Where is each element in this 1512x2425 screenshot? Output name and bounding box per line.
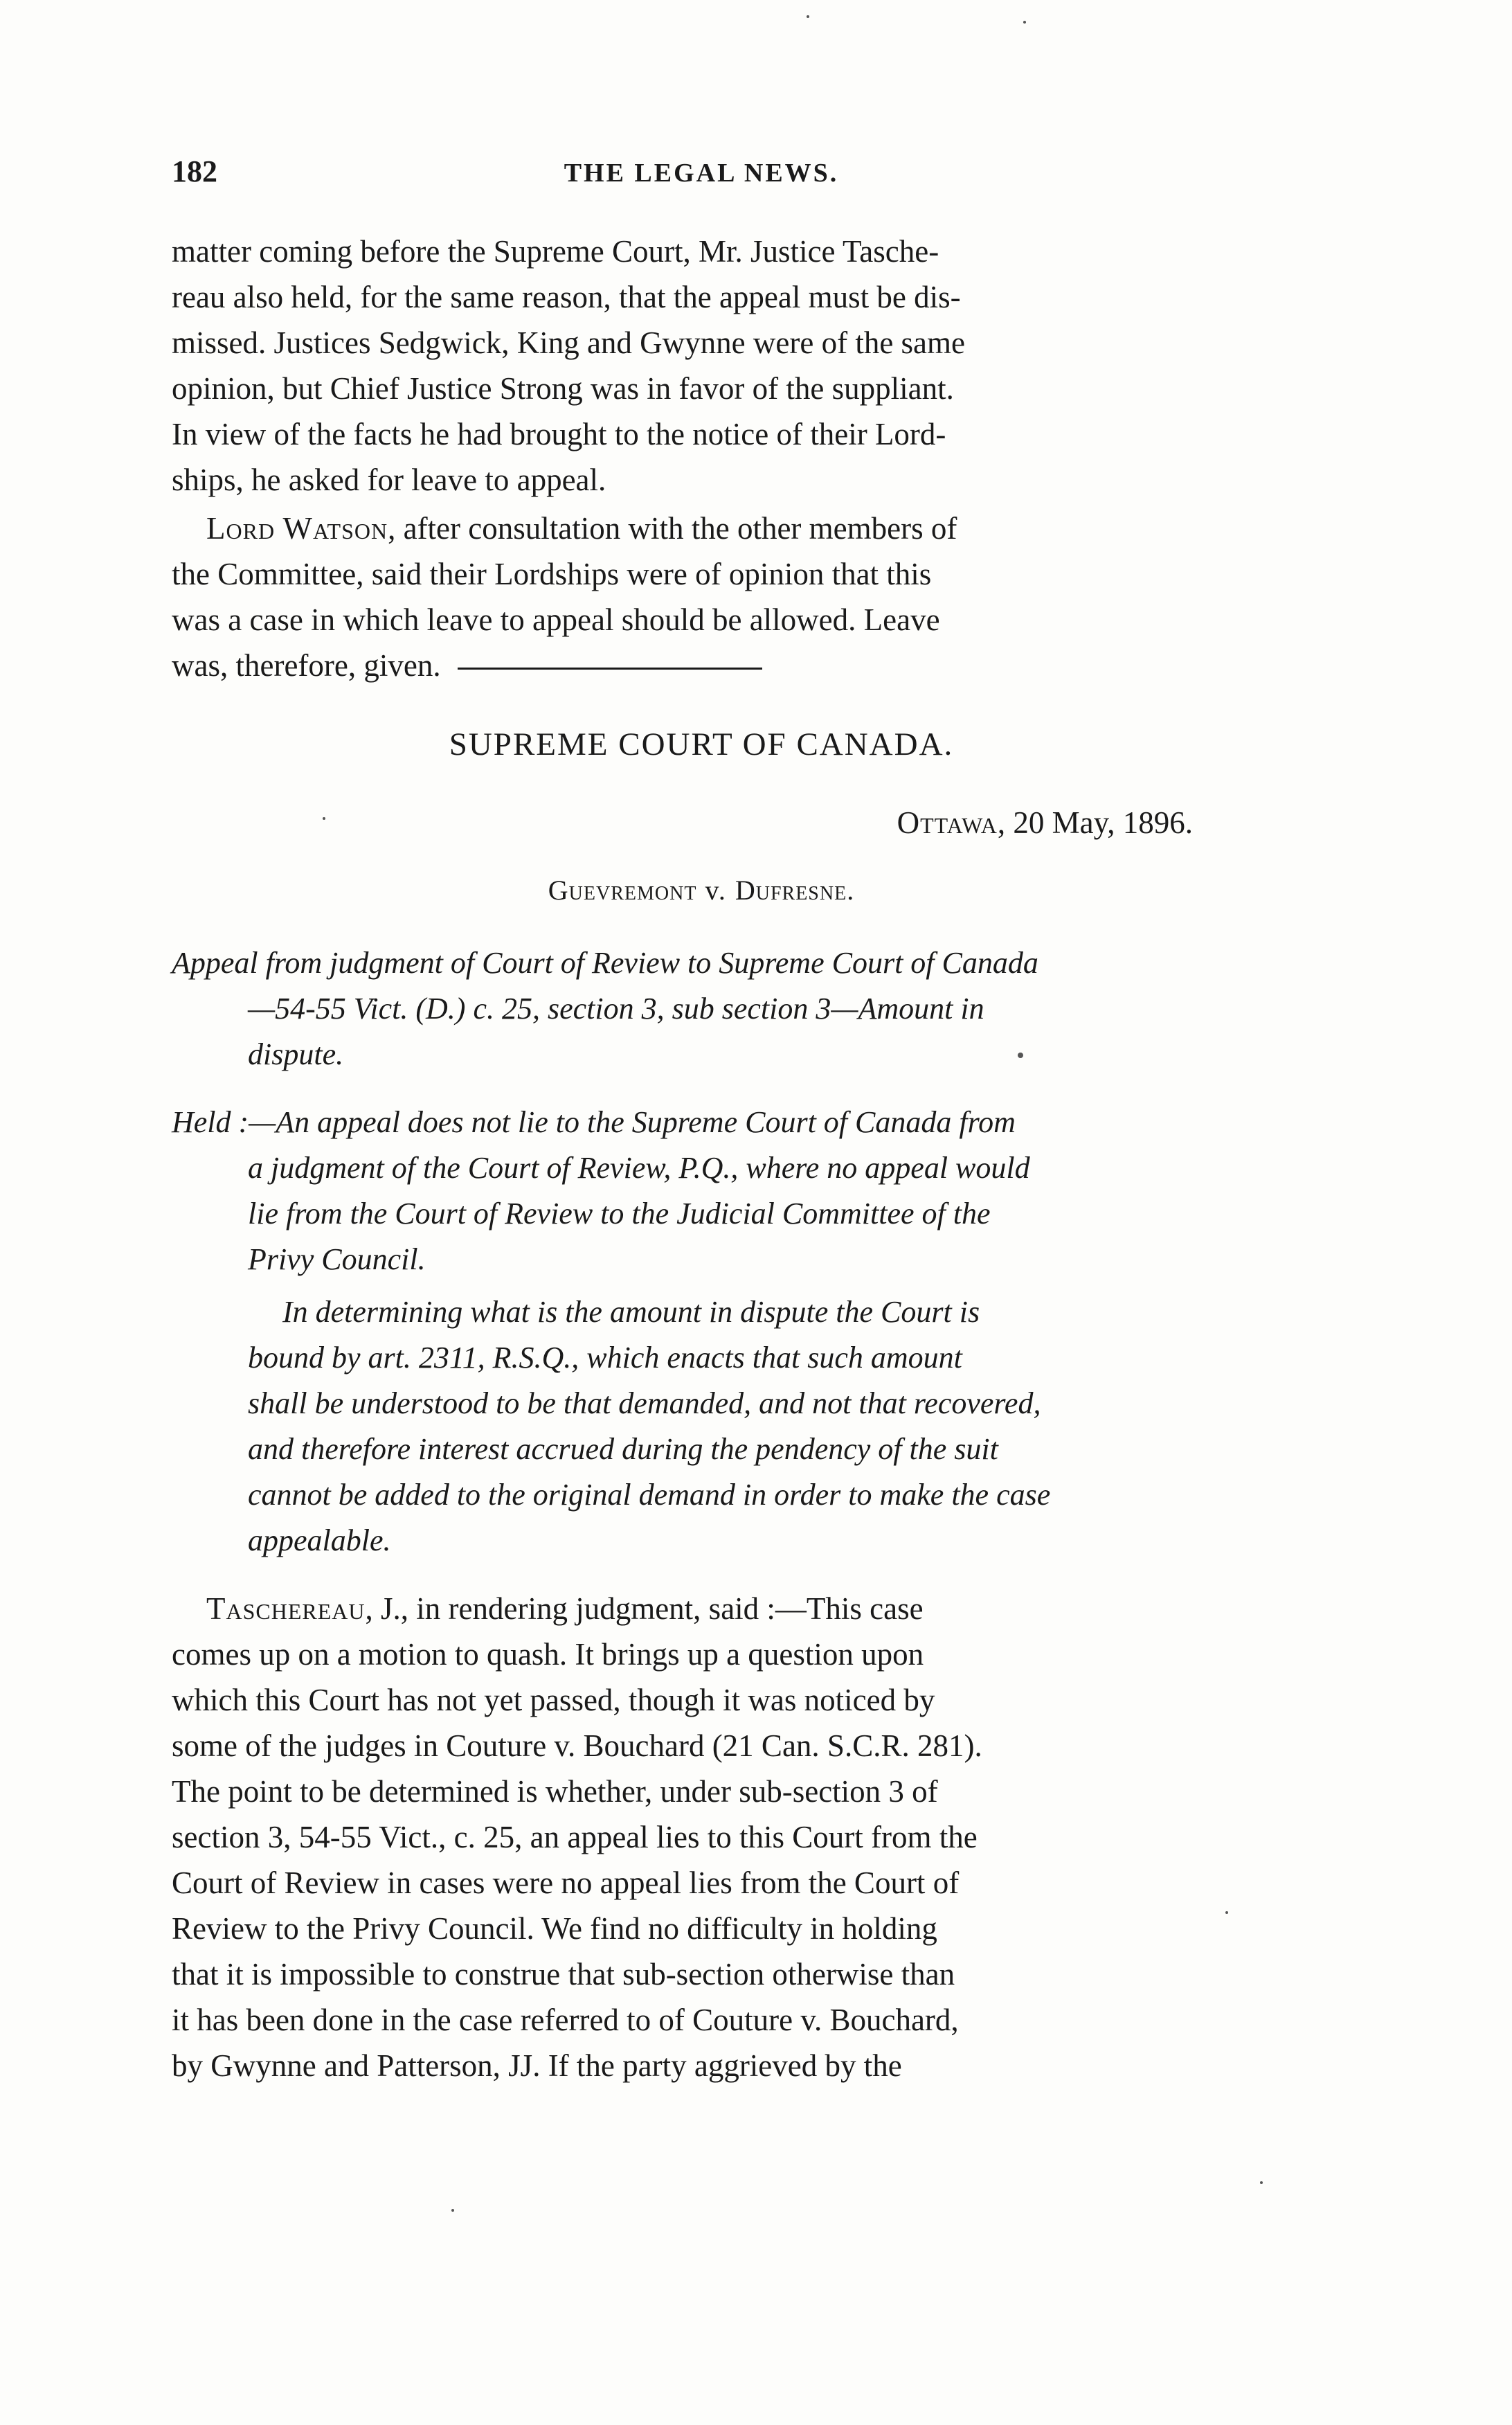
text-line: the Committee, said their Lordships were of opinion that this	[172, 557, 932, 591]
headnote-second	[172, 1289, 1231, 1564]
text-line: Held :—An appeal does not lie to the Supreme Court of Canada from	[172, 1105, 1016, 1139]
carryover-paragraph	[172, 229, 1231, 503]
section-divider	[458, 668, 762, 670]
text-line: matter coming before the Supreme Court, Mr. Justice Tasche-	[172, 234, 939, 269]
page-number: 182	[172, 154, 217, 188]
text-line: opinion, but Chief Justice Strong was in favor of the suppliant.	[172, 371, 954, 406]
text-line: it has been done in the case referred to of Couture v. Bouchard,	[172, 2003, 959, 2037]
text-line: which this Court has not yet passed, though it was noticed by	[172, 1683, 935, 1717]
text-line: Review to the Privy Council. We find no difficulty in holding	[172, 1911, 937, 1946]
page-header	[172, 154, 1231, 195]
text-line: missed. Justices Sedgwick, King and Gwynne were of the same	[172, 325, 966, 360]
text-line: Lord Watson, after consultation with the other members of	[206, 511, 957, 546]
case-name: Guevremont v. Dufresne.	[548, 875, 855, 906]
court-heading: SUPREME COURT OF CANADA.	[449, 726, 954, 762]
text-line: comes up on a motion to quash. It brings up a question upon	[172, 1637, 924, 1672]
text-line: section 3, 54-55 Vict., c. 25, an appeal lies to this Court from the	[172, 1820, 978, 1854]
text-line: Privy Council.	[248, 1242, 426, 1276]
text-line: lie from the Court of Review to the Judicial Committee of the	[248, 1197, 991, 1231]
speaker-name: Taschereau	[206, 1591, 366, 1626]
text-line: In determining what is the amount in dispute the Court is	[282, 1295, 980, 1329]
watson-paragraph	[172, 505, 1231, 688]
text-line: shall be understood to be that demanded, and not that recovered,	[248, 1386, 1041, 1420]
text-line: by Gwynne and Patterson, JJ. If the party aggrieved by the	[172, 2048, 902, 2083]
text-line: dispute.	[248, 1037, 344, 1071]
place: Ottawa	[897, 805, 998, 840]
headnote-subject	[172, 940, 1231, 1077]
scan-speck	[1225, 1911, 1228, 1914]
scan-speck	[323, 817, 325, 820]
text-line: The point to be determined is whether, under sub-section 3 of	[172, 1774, 938, 1809]
text-line: that it is impossible to construe that sub-section otherwise than	[172, 1957, 955, 1992]
text-line: Court of Review in cases were no appeal lies from the Court of	[172, 1865, 960, 1900]
text-line: was, therefore, given.	[172, 643, 1231, 688]
text-line: cannot be added to the original demand in order to make the case	[248, 1478, 1051, 1512]
text-line: In view of the facts he had brought to the notice of their Lord-	[172, 417, 946, 451]
judgment-paragraph	[172, 1586, 1231, 2088]
scan-speck	[1018, 1053, 1023, 1058]
text-line: was a case in which leave to appeal should be allowed. Leave	[172, 602, 940, 637]
text-line: some of the judges in Couture v. Bouchard (21 Can. S.C.R. 281).	[172, 1728, 982, 1763]
scan-speck	[807, 15, 809, 18]
dateline	[172, 805, 1193, 841]
text-line: reau also held, for the same reason, that the appeal must be dis-	[172, 280, 961, 314]
text-line: Taschereau, J., in rendering judgment, said :—This case	[206, 1591, 924, 1626]
text-line: a judgment of the Court of Review, P.Q., where no appeal would	[248, 1151, 1030, 1185]
text-line: appealable.	[248, 1523, 391, 1557]
speaker-name: Lord Watson	[206, 511, 388, 546]
text-line: Appeal from judgment of Court of Review to Supreme Court of Canada	[172, 946, 1038, 980]
date: , 20 May, 1896.	[997, 805, 1193, 840]
text-line: ships, he asked for leave to appeal.	[172, 463, 606, 497]
scan-speck	[1023, 21, 1026, 24]
headnote-held	[172, 1100, 1231, 1282]
scan-speck	[1260, 2181, 1263, 2184]
scan-speck	[451, 2209, 454, 2212]
text-line: bound by art. 2311, R.S.Q., which enacts that such amount	[248, 1341, 962, 1375]
running-head: THE LEGAL NEWS.	[564, 159, 839, 188]
text-line: —54-55 Vict. (D.) c. 25, section 3, sub section 3—Amount in	[248, 992, 984, 1026]
text-line: and therefore interest accrued during the pendency of the suit	[248, 1432, 998, 1466]
